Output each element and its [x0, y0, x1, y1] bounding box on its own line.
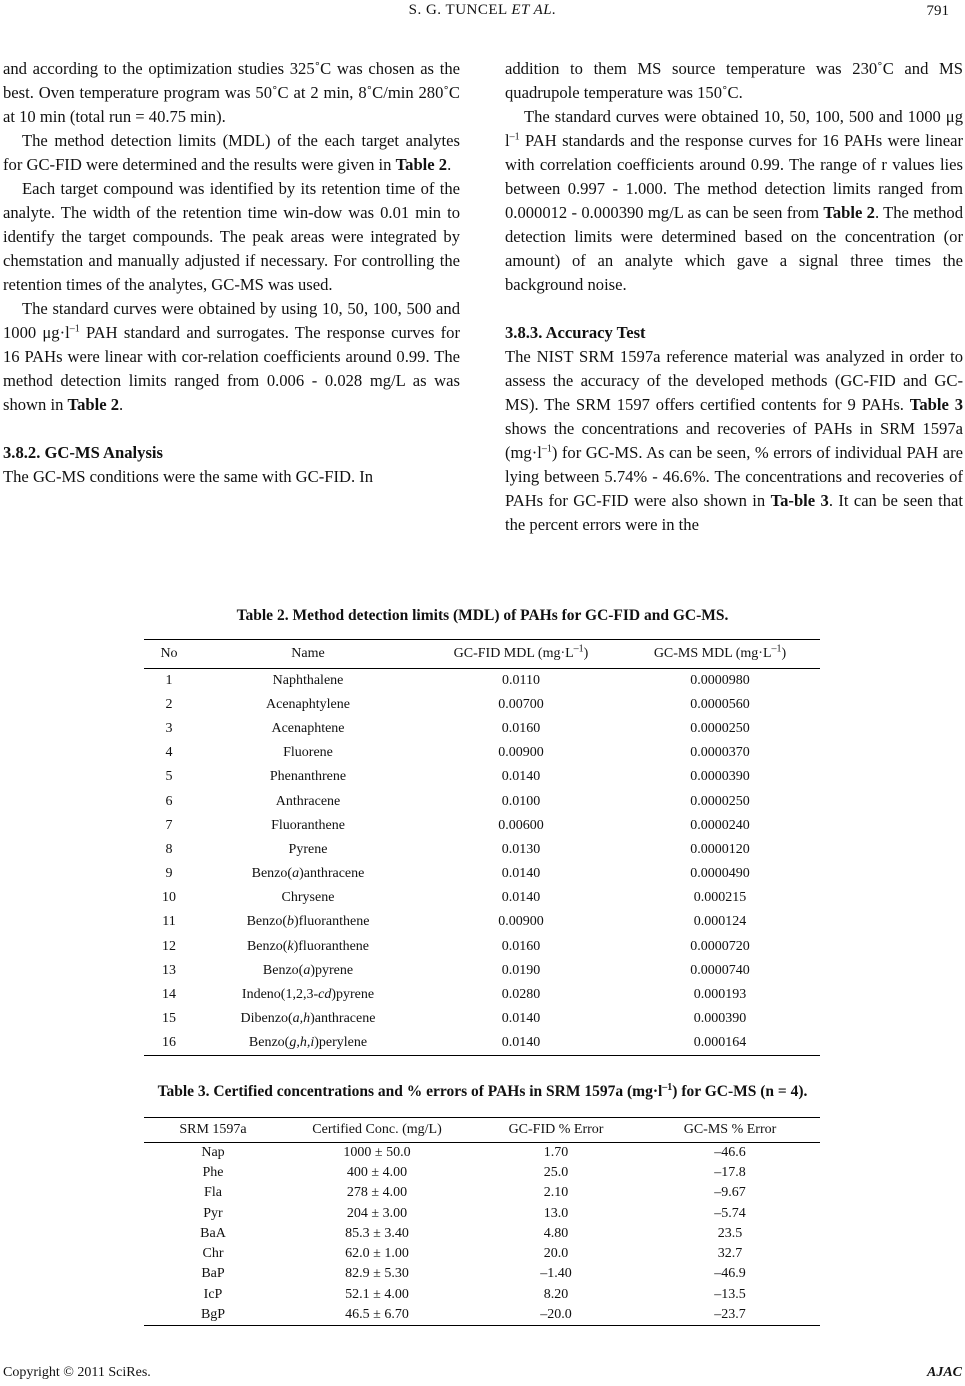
table-row [144, 862, 820, 886]
cell-gcms: 0.0000560 [690, 696, 750, 712]
cell-no: 6 [165, 793, 173, 809]
cell-gcfid: 0.0190 [501, 962, 541, 978]
table-row [144, 1007, 820, 1031]
cell-no: 16 [162, 1035, 176, 1051]
table-row [144, 789, 820, 813]
paragraph: Each target compound was identified by its retention time of the analyte. The width of the retention time win-dow was 0.01 min to identify the target compounds. The peak areas were integrated by chemstation and manually adjusted if necessary. For controlling the retention times of the analytes, GC-MS was used. [3, 179, 460, 294]
table-ref: Table 2 [395, 155, 448, 174]
header-no: No [144, 640, 194, 669]
cell-gcfid: 0.0100 [501, 793, 541, 809]
cell-gcms: 0.0000720 [690, 938, 750, 954]
table-header-row [144, 1118, 820, 1143]
cell-certified: 52.1 ± 4.00 [345, 1286, 409, 1302]
paragraph: The standard curves were obtained by using 10, 50, 100, 500 and 1000 $\mu g\cdot l^{-1}$ PAH standard and surrogates. The response curves for 16 PAHs were linear with cor-relation coefficients around 0.99. The method detection limits ranged from 0.006 - 0.028 mg/L as was shown in Table 2. [3, 299, 460, 414]
table-ref: Table 2 [67, 395, 120, 414]
running-head [0, 2, 965, 19]
cell-gcfid: 0.0160 [501, 720, 541, 736]
cell-gcms: 0.0000490 [690, 866, 750, 882]
paragraph: The NIST SRM 1597a reference material was analyzed in order to assess the accuracy of the developed methods (GC-FID and GC-MS). The SRM 1597 offers certified contents for 9 PAHs. Table 3 shows the concentrations and recoveries of PAHs in SRM 1597a $(mg\cdot l^{-1})$ for GC-MS. As can be seen, % errors of individual PAH are lying between 5.74% - 46.6%. The concentrations and recoveries of PAHs for GC-FID were also shown in Ta-ble 3. It can be seen that the percent errors were in the [505, 347, 963, 534]
cell-gcfid: 0.0140 [501, 866, 541, 882]
cell-gcfid: 0.0140 [501, 1035, 541, 1051]
cell-gcms-error: –17.8 [714, 1164, 746, 1180]
cell-name: Fluoranthene [271, 817, 345, 833]
header-gcfid-error: GC-FID % Error [472, 1118, 640, 1143]
cell-gcfid-error: 25.0 [543, 1164, 569, 1180]
header-gcfid: GC-FID MDL $(mg\cdot L^{-1})$ [422, 640, 620, 669]
cell-gcms-error: –5.74 [714, 1205, 746, 1221]
cell-gcms: 0.000193 [693, 987, 747, 1003]
table-row [144, 814, 820, 838]
cell-gcfid-error: 1.70 [543, 1144, 569, 1160]
left-column [3, 57, 460, 489]
table-row [144, 741, 820, 765]
cell-gcfid-error: –1.40 [540, 1266, 572, 1282]
running-head-author: S. G. TUNCEL [408, 2, 508, 18]
table-row [144, 983, 820, 1007]
cell-srm: BaP [201, 1266, 225, 1282]
table-row [144, 669, 820, 693]
cell-srm: BgP [200, 1306, 226, 1322]
cell-srm: Chr [202, 1246, 224, 1262]
cell-gcms: 0.0000980 [690, 672, 750, 688]
cell-gcms-error: –46.9 [714, 1266, 746, 1282]
cell-gcms: 0.0000370 [690, 745, 750, 761]
paragraph: The standard curves were obtained 10, 50, 100, 500 and 1000 μg $l^{-1}$ PAH standards and the response curves for 16 PAHs were linear with correlation coefficients around 0.99. The range of r values lies between 0.997 - 1.000. The method detection limits ranged from 0.000012 - 0.000390 mg/L as can be seen from Table 2. The method detection limits were determined based on the concentration (or amount) of an analyte which gave a signal three times the background noise. [505, 107, 963, 294]
table-row [144, 1183, 820, 1203]
cell-no: 14 [162, 987, 176, 1003]
cell-name: Phenanthrene [269, 769, 347, 785]
cell-gcfid: 0.00700 [498, 696, 544, 712]
cell-gcms: 0.0000250 [690, 793, 750, 809]
cell-name: Dibenzo(a,h)anthracene [240, 1011, 376, 1027]
cell-certified: 85.3 ± 3.40 [345, 1225, 409, 1241]
cell-gcms-error: –13.5 [714, 1286, 746, 1302]
table-row [144, 1031, 820, 1055]
cell-no: 13 [162, 962, 176, 978]
paragraph: The method detection limits (MDL) of the each target analytes for GC-FID were determined and the results were given in Table 2. [3, 131, 460, 174]
cell-gcfid: 0.0140 [501, 769, 541, 785]
cell-no: 15 [162, 1011, 176, 1027]
cell-gcms: 0.0000250 [690, 720, 750, 736]
table-row [144, 1244, 820, 1264]
page-header [0, 0, 965, 28]
cell-gcfid-error: 13.0 [543, 1205, 569, 1221]
running-head-etal: ET AL. [511, 2, 557, 18]
cell-gcms: 0.0000120 [690, 841, 750, 857]
cell-no: 9 [165, 866, 173, 882]
cell-gcfid: 0.0160 [501, 938, 541, 954]
cell-name: Benzo(k)fluoranthene [246, 938, 370, 954]
cell-gcms: 0.0000240 [690, 817, 750, 833]
paragraph: addition to them MS source temperature was 230˚C and MS quadrupole temperature was 150˚C. [505, 59, 963, 102]
header-certified: Certified Conc. (mg/L) [282, 1118, 472, 1143]
cell-name: Acenaphtylene [266, 696, 350, 712]
cell-gcms-error: 32.7 [717, 1246, 743, 1262]
cell-no: 1 [165, 672, 173, 688]
table-row [144, 1143, 820, 1163]
table-ref: Ta-ble 3 [770, 491, 829, 510]
table-header-row [144, 640, 820, 669]
cell-gcms-error: 23.5 [717, 1225, 743, 1241]
table-row [144, 1203, 820, 1223]
table-row [144, 1264, 820, 1284]
cell-srm: Pyr [203, 1205, 223, 1221]
right-column [505, 57, 963, 537]
cell-certified: 278 ± 4.00 [346, 1185, 408, 1201]
cell-name: Benzo(g,h,i)perylene [248, 1035, 368, 1051]
cell-gcfid-error: 2.10 [543, 1185, 569, 1201]
table-row [144, 1285, 820, 1305]
cell-certified: 204 ± 3.00 [346, 1205, 408, 1221]
cell-name: Chrysene [281, 890, 335, 906]
table2-caption: Table 2. Method detection limits (MDL) of PAHs for GC-FID and GC-MS. [236, 607, 729, 624]
cell-no: 3 [165, 720, 173, 736]
cell-gcfid-error: 20.0 [543, 1246, 569, 1262]
cell-certified: 46.5 ± 6.70 [345, 1306, 409, 1322]
cell-name: Anthracene [275, 793, 341, 809]
cell-name: Acenaphtene [271, 720, 345, 736]
cell-no: 8 [165, 841, 173, 857]
header-srm: SRM 1597a [144, 1118, 282, 1143]
cell-gcfid: 0.0130 [501, 841, 541, 857]
cell-srm: Nap [201, 1144, 225, 1160]
cell-certified: 62.0 ± 1.00 [345, 1246, 409, 1262]
table2 [144, 639, 820, 1056]
cell-gcms: 0.000390 [693, 1011, 747, 1027]
cell-gcfid-error: –20.0 [540, 1306, 572, 1322]
cell-srm: BaA [200, 1225, 226, 1241]
cell-gcfid: 0.0110 [502, 672, 540, 688]
table-row [144, 935, 820, 959]
table-row [144, 1163, 820, 1183]
cell-name: Naphthalene [272, 672, 344, 688]
table-row [144, 838, 820, 862]
cell-no: 10 [162, 890, 176, 906]
paragraph: The GC-MS conditions were the same with GC-FID. In [3, 467, 374, 486]
cell-srm: IcP [203, 1286, 223, 1302]
cell-gcms: 0.000215 [693, 890, 747, 906]
cell-gcfid: 0.00600 [498, 817, 544, 833]
header-gcms-error: GC-MS % Error [640, 1118, 820, 1143]
table-row [144, 910, 820, 934]
page-number: 791 [926, 3, 949, 19]
cell-gcfid: 0.0140 [501, 1011, 541, 1027]
cell-gcfid-error: 8.20 [543, 1286, 569, 1302]
table-ref: Table 3 [909, 395, 963, 414]
cell-no: 2 [165, 696, 173, 712]
cell-gcms: 0.000164 [693, 1035, 747, 1051]
cell-gcfid: 0.0280 [501, 987, 541, 1003]
cell-gcfid: 0.0140 [501, 890, 541, 906]
table-row [144, 693, 820, 717]
cell-name: Benzo(a)pyrene [262, 962, 354, 978]
table-row [144, 886, 820, 910]
table-row [144, 1224, 820, 1244]
table-row [144, 959, 820, 983]
cell-no: 5 [165, 769, 173, 785]
cell-no: 4 [165, 745, 173, 761]
table-ref: Table 2 [823, 203, 875, 222]
cell-no: 7 [165, 817, 173, 833]
paragraph: and according to the optimization studies 325˚C was chosen as the best. Oven temperature program was 50˚C at 2 min, 8˚C/min 280˚C at 10 min (total run = 40.75 min). [3, 59, 460, 126]
cell-no: 12 [162, 938, 176, 954]
table3 [144, 1117, 820, 1326]
cell-name: Fluorene [283, 745, 333, 761]
cell-gcms: 0.0000740 [690, 962, 750, 978]
cell-gcfid: 0.00900 [498, 745, 544, 761]
table-row [144, 765, 820, 789]
cell-name: Benzo(b)fluoranthene [246, 914, 370, 930]
cell-name: Benzo(a)anthracene [251, 866, 365, 882]
cell-gcms-error: –23.7 [714, 1306, 746, 1322]
cell-certified: 400 ± 4.00 [346, 1164, 408, 1180]
cell-name: Indeno(1,2,3-cd)pyrene [241, 987, 375, 1003]
cell-srm: Fla [204, 1185, 222, 1201]
header-gcms: GC-MS MDL $(mg\cdot L^{-1})$ [620, 640, 820, 669]
journal-name: AJAC [926, 1365, 962, 1380]
cell-certified: 82.9 ± 5.30 [345, 1266, 409, 1282]
cell-gcms-error: –9.67 [714, 1185, 746, 1201]
copyright: Copyright © 2011 SciRes. [3, 1365, 151, 1380]
cell-gcms-error: –46.6 [714, 1144, 746, 1160]
section-heading-gcms: 3.8.2. GC-MS Analysis [3, 443, 163, 462]
cell-no: 11 [162, 914, 176, 930]
table-row [144, 1305, 820, 1325]
cell-gcfid-error: 4.80 [543, 1225, 569, 1241]
table-row [144, 717, 820, 741]
cell-gcms: 0.000124 [693, 914, 747, 930]
cell-name: Pyrene [288, 841, 328, 857]
section-heading-accuracy: 3.8.3. Accuracy Test [505, 323, 646, 342]
cell-certified: 1000 ± 50.0 [343, 1144, 411, 1160]
table3-caption: Table 3. Certified concentrations and % errors of PAHs in SRM 1597a $(mg\cdot l^{-1})$ for GC-MS (n = 4). [157, 1081, 808, 1100]
header-name: Name [194, 640, 422, 669]
cell-gcfid: 0.00900 [498, 914, 544, 930]
cell-gcms: 0.0000390 [690, 769, 750, 785]
cell-srm: Phe [202, 1164, 224, 1180]
